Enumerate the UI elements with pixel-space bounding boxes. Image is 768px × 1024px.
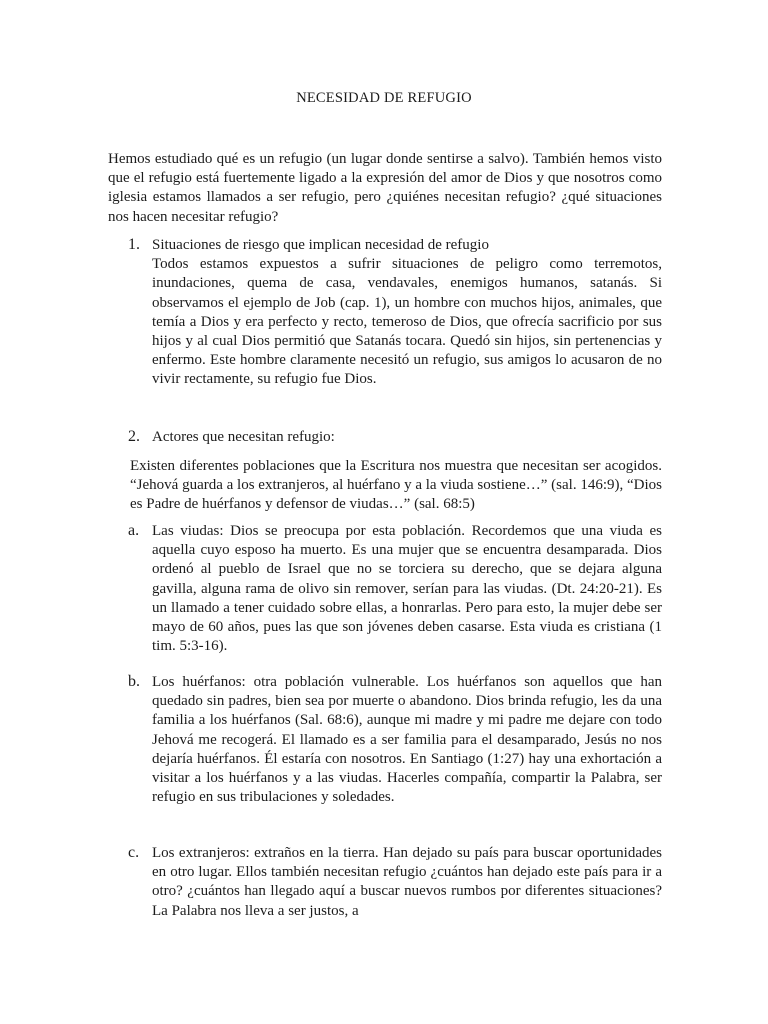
intro-paragraph: Hemos estudiado qué es un refugio (un lugar donde sentirse a salvo). También hemos visto que el refugio está fuertemente ligado a la expresión del amor de Dios y que nosotros como iglesia estamos llamados a ser refugio, pero ¿quiénes necesitan refugio? ¿qué situaciones nos hacen necesitar refugio? xyxy=(108,151,662,225)
section-1-marker: 1. xyxy=(128,236,140,253)
list-item-b xyxy=(130,673,662,807)
list-item-a-marker: a. xyxy=(128,522,140,539)
list-item-b-text: Los huérfanos: otra población vulnerable. Los huérfanos son aquellos que han quedado sin padres, bien sea por muerte o abandono. Dios brinda refugio, les da una familia a los huérfanos (Sal. 68:6), aunque mi madre y mi padre me dejare con todo Jehová me recogerá. El llamado es a ser familia para el desamparado, Jesús no nos dejaría huérfanos. Él estaría con nosotros. En Santiago (1:27) hay una exhortación a visitar a los huérfanos y a las viudas. Hacerles compañía, compartir la Palabra, ser refugio en sus tribulaciones y soledades. xyxy=(152,674,662,806)
section-2-text: Existen diferentes poblaciones que la Escritura nos muestra que necesitan ser acogidos. “Jehová guarda a los extranjeros, al huérfano y a la viuda sostiene…” (sal. 146:9), “Dios es Padre de huérfanos y defensor de viudas…” (sal. 68:5) xyxy=(130,458,662,513)
section-2-heading: Actores que necesitan refugio: xyxy=(152,429,335,445)
list-item-c-marker: c. xyxy=(128,844,140,861)
list-item-a xyxy=(130,522,662,656)
section-1-heading: Situaciones de riesgo que implican necesidad de refugio xyxy=(152,237,489,253)
list-item-b-marker: b. xyxy=(128,673,140,690)
section-2 xyxy=(130,428,662,447)
list-item-c xyxy=(130,844,662,921)
list-item-c-text: Los extranjeros: extraños en la tierra. Han dejado su país para buscar oportunidades en otro lugar. Ellos también necesitan refugio ¿cuántos han dejado este país para ir a otro? ¿cuántos han llegado aquí a buscar nuevos rumbos por diferentes situaciones? La Palabra nos lleva a ser justos, a xyxy=(152,845,662,919)
list-item-a-text: Las viudas: Dios se preocupa por esta población. Recordemos que una viuda es aquella cuyo esposo ha muerto. Es una mujer que se encuentra desamparada. Dios ordenó al pueblo de Israel que no se torciera su derecho, que se dejara alguna gavilla, alguna rama de olivo sin remover, serían para las viudas. (Dt. 24:20-21). Es un llamado a tener cuidado sobre ellas, a honrarlas. Pero para esto, la mujer debe ser mayo de 60 años, pues las que son jóvenes deben casarse. Esta viuda es cristiana (1 tim. 5:3-16). xyxy=(152,523,662,655)
section-2-marker: 2. xyxy=(128,428,140,445)
section-1-text: Todos estamos expuestos a sufrir situaciones de peligro como terremotos, inundaciones, quema de casa, vendavales, enemigos humanos, satanás. Si observamos el ejemplo de Job (cap. 1), un hombre con muchos hijos, animales, que temía a Dios y era perfecto y recto, temeroso de Dios, que ofrecía sacrificio por sus hijos y al cual Dios permitió que Satanás tocara. Quedó sin hijos, sin pertenencias y enfermo. Este hombre claramente necesitó un refugio, sus amigos lo acusaron de no vivir rectamente, su refugio fue Dios. xyxy=(152,256,662,388)
section-1 xyxy=(130,236,662,390)
page-title: NECESIDAD DE REFUGIO xyxy=(296,90,472,106)
